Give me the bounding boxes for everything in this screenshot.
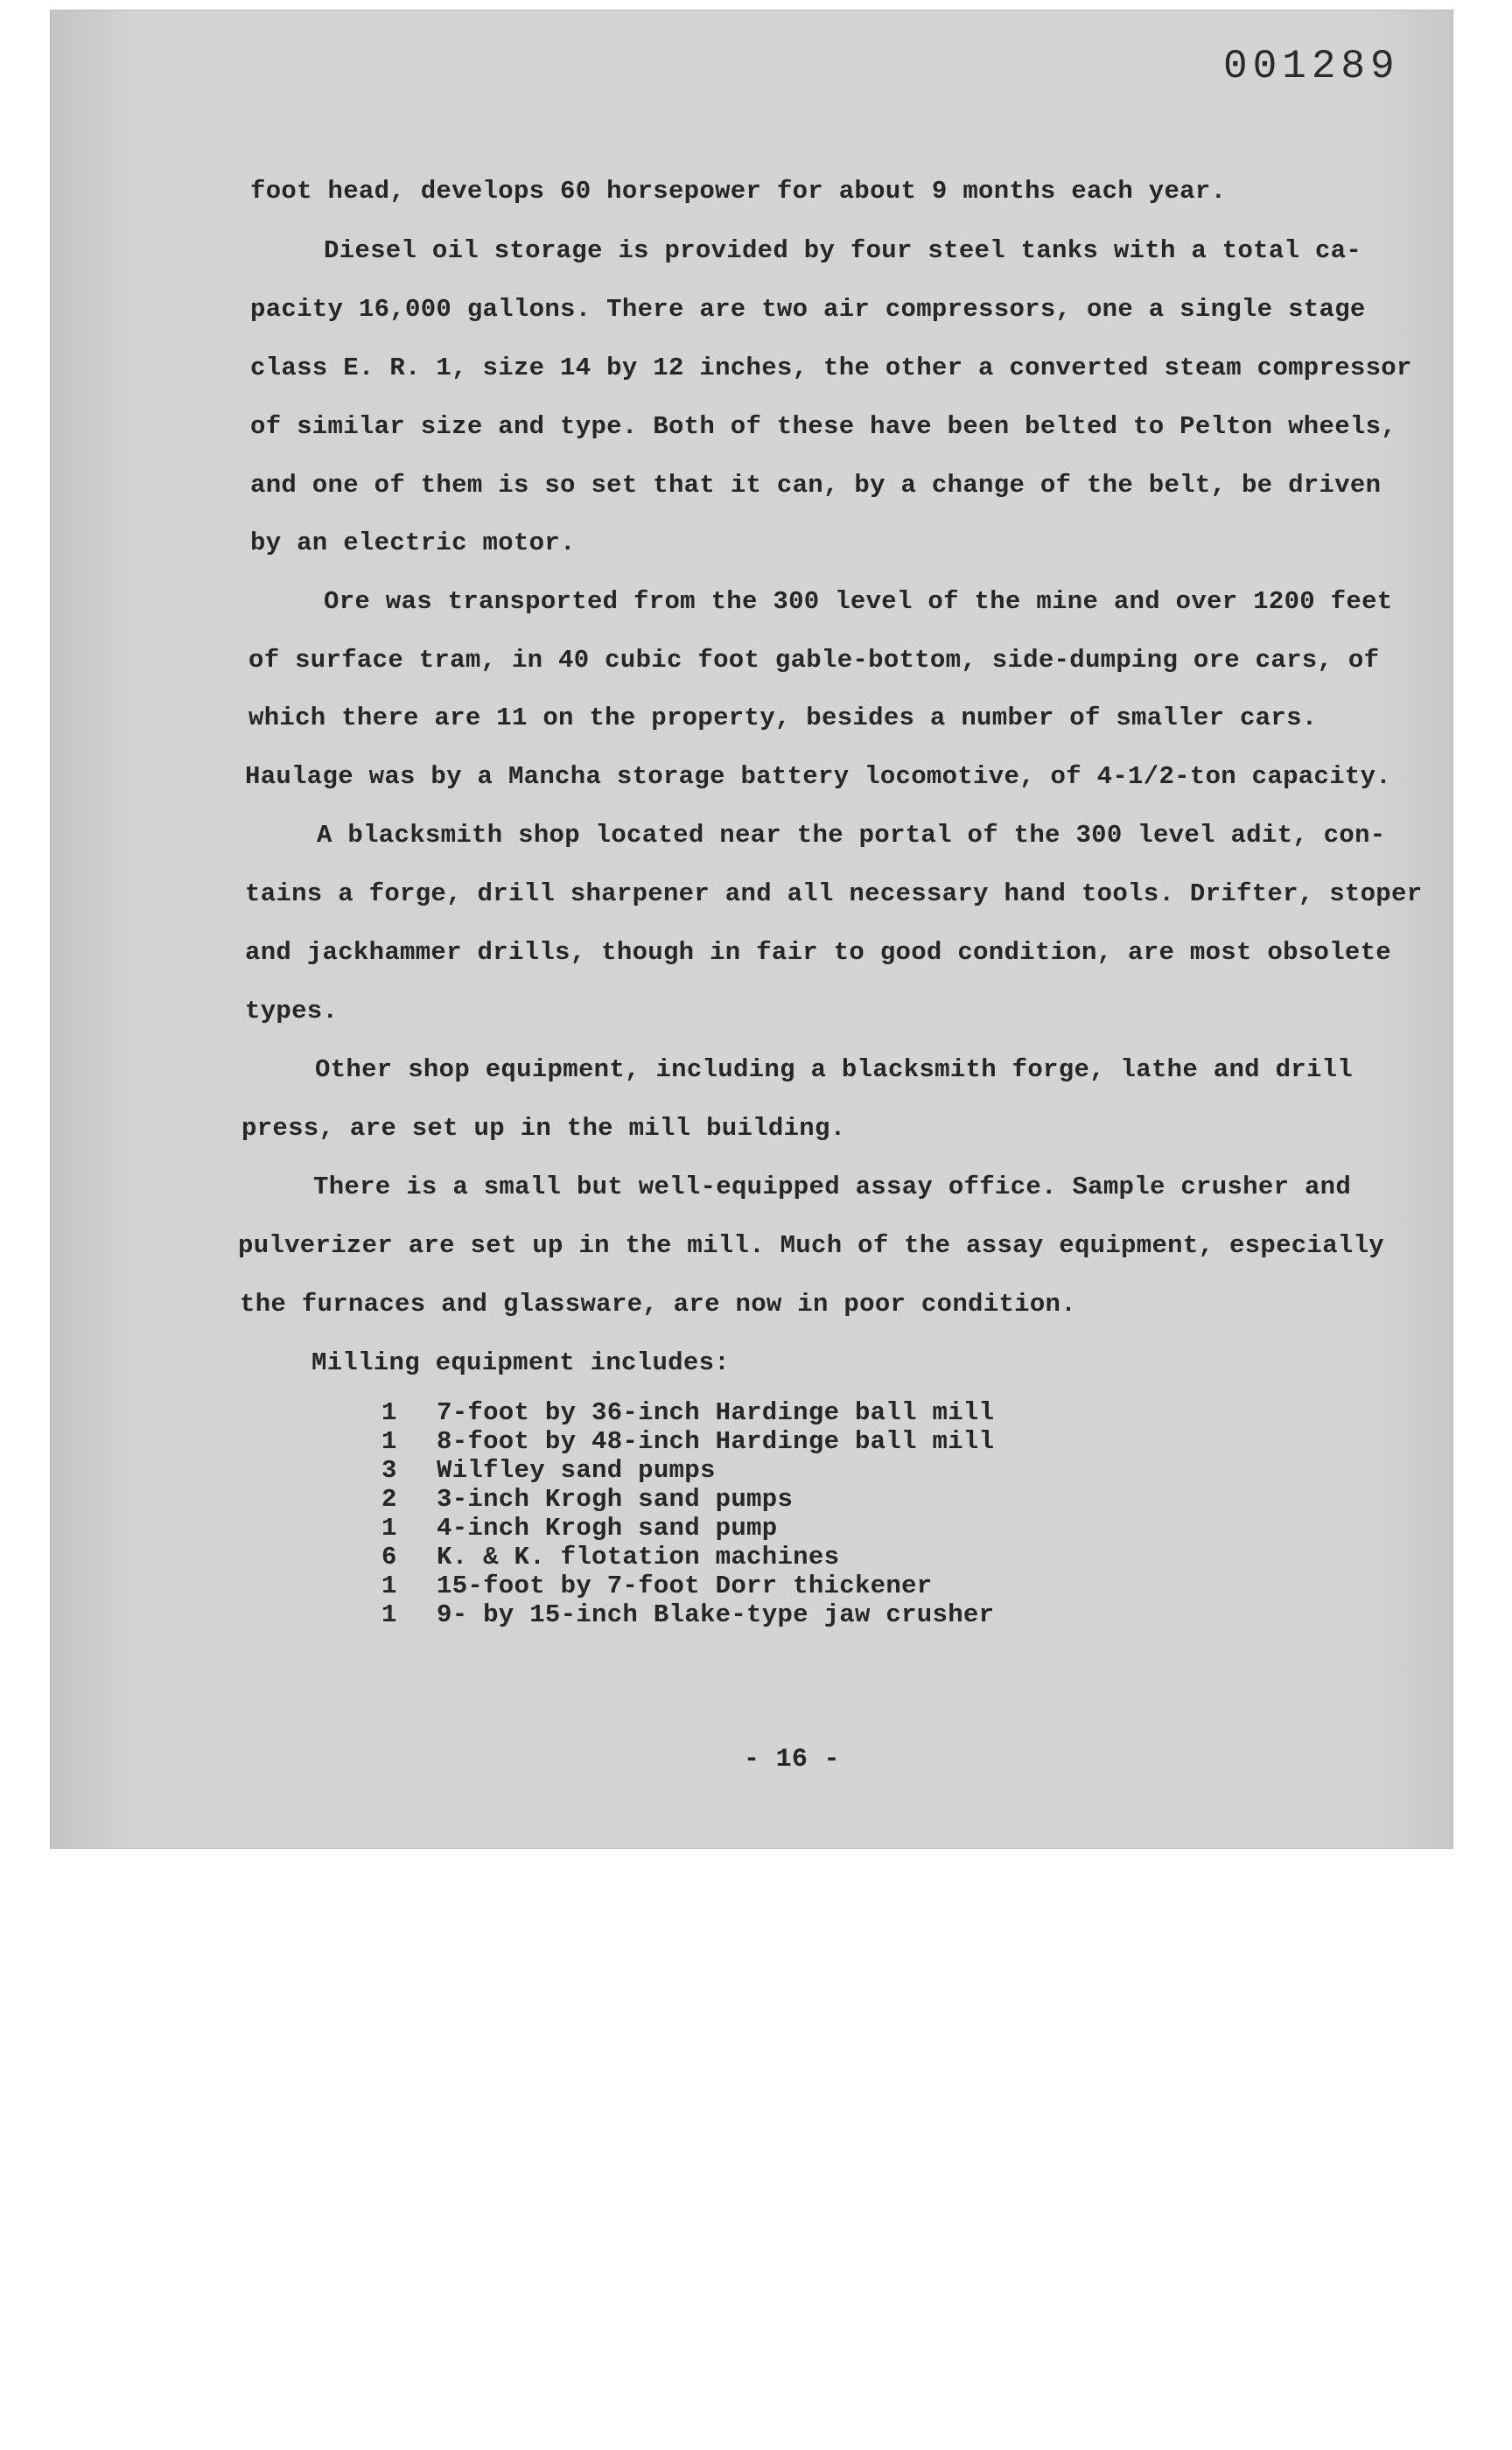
paragraph-2-line-3: class E. R. 1, size 14 by 12 inches, the other a converted steam compressor xyxy=(250,354,1412,382)
list-item-description: 9- by 15-inch Blake-type jaw crusher xyxy=(437,1600,995,1629)
document-page xyxy=(51,10,1452,1848)
paragraph-5-line-2: press, are set up in the mill building. xyxy=(242,1114,846,1143)
list-item-quantity: 1 xyxy=(382,1600,397,1629)
paragraph-4-line-2: tains a forge, drill sharpener and all necessary hand tools. Drifter, stoper xyxy=(245,879,1423,908)
paragraph-6-line-2: pulverizer are set up in the mill. Much of the assay equipment, especially xyxy=(238,1231,1385,1260)
list-item-description: Wilfley sand pumps xyxy=(437,1456,716,1485)
list-item xyxy=(382,1514,994,1543)
paragraph-2-line-5: and one of them is so set that it can, by a change of the belt, be driven xyxy=(250,471,1382,500)
paragraph-6-line-1: There is a small but well-equipped assay office. Sample crusher and xyxy=(313,1172,1352,1201)
paragraph-2-line-2: pacity 16,000 gallons. There are two air compressors, one a single stage xyxy=(250,295,1366,324)
paragraph-6-line-3: the furnaces and glassware, are now in poor condition. xyxy=(240,1290,1076,1319)
paragraph-7-line-1: Milling equipment includes: xyxy=(312,1348,730,1377)
paragraph-2-line-1: Diesel oil storage is provided by four steel tanks with a total ca- xyxy=(324,236,1362,265)
list-item-description: 7-foot by 36-inch Hardinge ball mill xyxy=(437,1398,995,1427)
paragraph-3-line-2: of surface tram, in 40 cubic foot gable-bottom, side-dumping ore cars, of xyxy=(248,646,1380,675)
paragraph-1-line-1: foot head, develops 60 horsepower for about 9 months each year. xyxy=(250,177,1227,206)
list-item-description: 15-foot by 7-foot Dorr thickener xyxy=(437,1572,933,1600)
equipment-list xyxy=(382,1398,994,1629)
list-item xyxy=(382,1427,994,1456)
document-body xyxy=(51,10,1452,1848)
paragraph-2-line-6: by an electric motor. xyxy=(250,528,576,557)
paragraph-5-line-1: Other shop equipment, including a blacksmith forge, lathe and drill xyxy=(315,1055,1354,1084)
list-item-description: K. & K. flotation machines xyxy=(437,1543,840,1572)
list-item-quantity: 1 xyxy=(382,1514,397,1543)
list-item xyxy=(382,1572,994,1600)
list-item-quantity: 1 xyxy=(382,1398,397,1427)
paragraph-2-line-4: of similar size and type. Both of these have been belted to Pelton wheels, xyxy=(250,412,1397,441)
document-stamp-number: 001289 xyxy=(1223,44,1400,89)
list-item-quantity: 1 xyxy=(382,1427,397,1456)
list-item-quantity: 2 xyxy=(382,1485,397,1514)
list-item-quantity: 1 xyxy=(382,1572,397,1600)
paragraph-4-line-1: A blacksmith shop located near the portal of the 300 level adit, con- xyxy=(317,821,1386,850)
paragraph-3-line-3: which there are 11 on the property, besides a number of smaller cars. xyxy=(248,704,1318,732)
list-item-quantity: 3 xyxy=(382,1456,397,1485)
paragraph-3-line-4: Haulage was by a Mancha storage battery locomotive, of 4-1/2-ton capacity. xyxy=(245,762,1392,791)
list-item xyxy=(382,1485,994,1514)
list-item-description: 8-foot by 48-inch Hardinge ball mill xyxy=(437,1427,995,1456)
list-item-quantity: 6 xyxy=(382,1543,397,1572)
list-item-description: 3-inch Krogh sand pumps xyxy=(437,1485,794,1514)
list-item xyxy=(382,1456,994,1485)
paragraph-4-line-4: types. xyxy=(245,997,339,1026)
page-number: - 16 - xyxy=(744,1745,840,1774)
list-item-description: 4-inch Krogh sand pump xyxy=(437,1514,778,1543)
paragraph-3-line-1: Ore was transported from the 300 level of the mine and over 1200 feet xyxy=(324,587,1393,616)
list-item xyxy=(382,1543,994,1572)
paragraph-4-line-3: and jackhammer drills, though in fair to good condition, are most obsolete xyxy=(245,938,1392,967)
list-item xyxy=(382,1398,994,1427)
list-item xyxy=(382,1600,994,1629)
